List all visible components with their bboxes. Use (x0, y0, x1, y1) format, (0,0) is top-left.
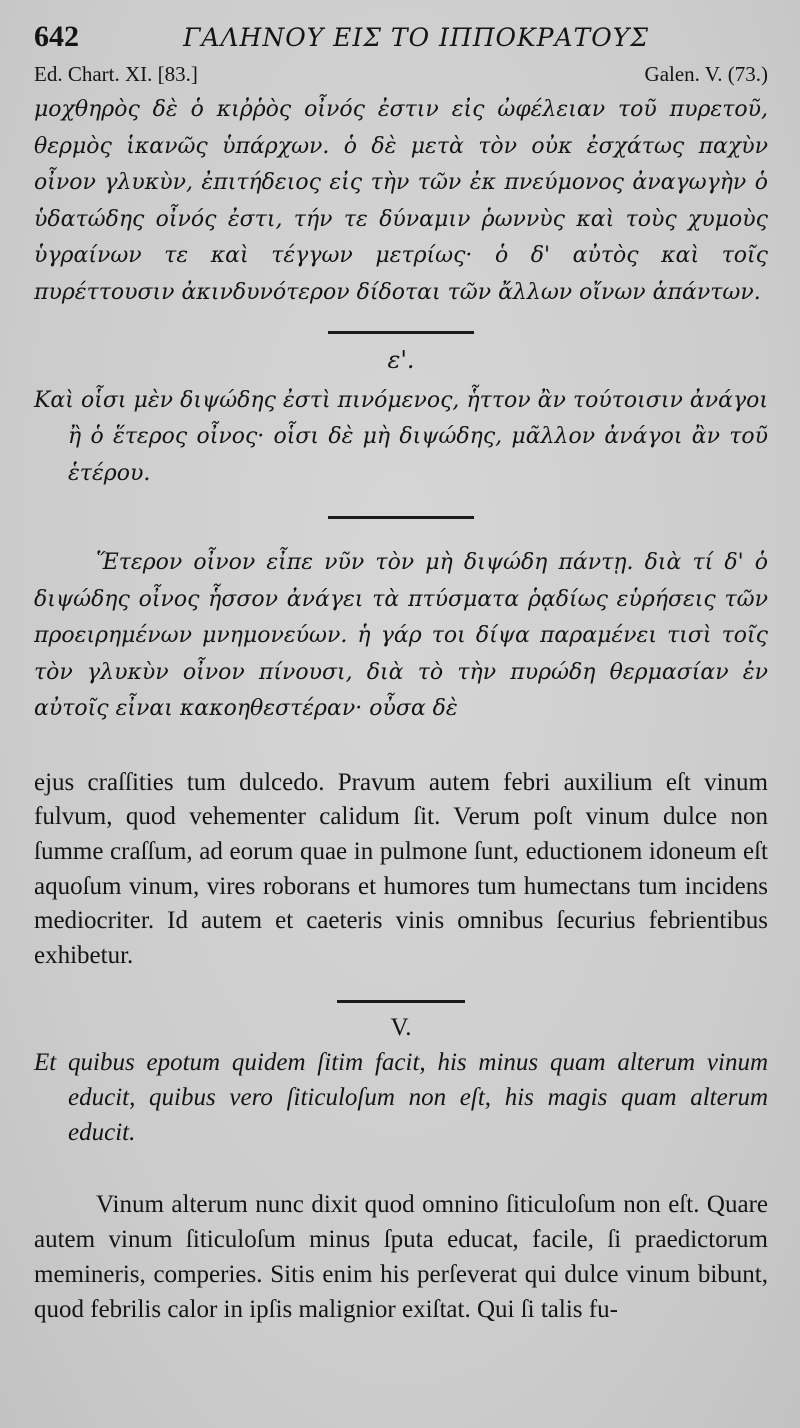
latin-commentary: Vinum alterum nunc dixit quod omnino ſiticuloſum non eſt. Quare autem vinum ſiticuloſum minus ſputa educat, facile, ſi praedictorum memineris, comperies. Sitis enim his perſeverat qui dulce vinum bibunt, quod febrilis calor in ipſis malignior exiſtat. Qui ſi talis fu- (34, 1191, 768, 1323)
section-divider (328, 331, 474, 334)
latin-section-number: V. (390, 1013, 412, 1041)
edition-reference-row (34, 62, 768, 88)
latin-paragraph-top: ejus craſſities tum dulcedo. Pravum autem febri auxilium eſt vinum fulvum, quod vehementer calidum ſit. Verum poſt vinum dulce non ſumme craſſum, ad eorum quae in pulmone ſunt, eductionem idoneum eſt aquoſum vinum, vires roborans et humores tum humectans tum incidens mediocriter. Id autem et caeteris vinis omnibus ſecurius febrientibus exhibetur. (34, 768, 768, 970)
latin-text-block (34, 766, 768, 974)
edition-left: Ed. Chart. XI. [83.] (34, 62, 198, 86)
page-number: 642 (34, 20, 79, 53)
greek-aphorism: Καὶ οἷσι μὲν διψώδης ἐστὶ πινόμενος, ἧττον ἂν τούτοισιν ἀνάγοι ἢ ὁ ἕτερος οἶνος· οἷσι δὲ μὴ διψώδης, μᾶλλον ἀνάγοι ἂν τοῦ ἑτέρου. (34, 387, 768, 486)
running-head: ΓΑΛΗΝΟΥ ΕΙΣ ΤΟ ΙΠΠΟΚΡΑΤΟΥΣ (183, 23, 649, 52)
greek-commentary: Ἕτερον οἶνον εἶπε νῦν τὸν μὴ διψώδη πάντῃ. διὰ τί δ' ὁ διψώδης οἶνος ἧσσον ἀνάγει τὰ πτύσματα ῥᾳδίως εὑρήσεις τῶν προειρημένων μνημονεύων. ἡ γάρ τοι δίψα παραμένει τισὶ τοῖς τὸν γλυκὺν οἶνον πίνουσι, διὰ τὸ τὴν πυρώδη θερμασίαν ἐν αὐτοῖς εἶναι κακοηθεστέραν· οὖσα δὲ (34, 550, 768, 721)
section-divider (337, 1000, 465, 1003)
greek-text-block (34, 92, 768, 311)
section-divider (328, 516, 474, 519)
greek-paragraph-top: μοχθηρὸς δὲ ὁ κιῤῥὸς οἶνός ἐστιν εἰς ὠφέλειαν τοῦ πυρετοῦ, θερμὸς ἱκανῶς ὑπάρχων. ὁ δὲ μετὰ τὸν οὐκ ἐσχάτως παχὺν οἶνον γλυκὺν, ἐπιτήδειος εἰς τὴν τῶν ἐκ πνεύμονος ἀναγωγὴν ὁ ὑδατώδης οἶνός ἐστι, τήν τε δύναμιν ῥωννὺς καὶ τοὺς χυμοὺς ὑγραίνων τε καὶ τέγγων μετρίως· ὁ δ' αὐτὸς καὶ τοῖς πυρέττουσιν ἀκινδυνότερον δίδοται τῶν ἄλλων οἴνων ἁπάντων. (34, 97, 768, 305)
greek-section-number: ε'. (387, 346, 415, 374)
page-header (34, 20, 768, 66)
edition-right: Galen. V. (73.) (644, 62, 768, 86)
latin-aphorism: Et quibus epotum quidem ſitim facit, his minus quam alterum vinum educit, quibus vero ſiticuloſum non eſt, his magis quam alterum educit. (34, 1049, 768, 1147)
